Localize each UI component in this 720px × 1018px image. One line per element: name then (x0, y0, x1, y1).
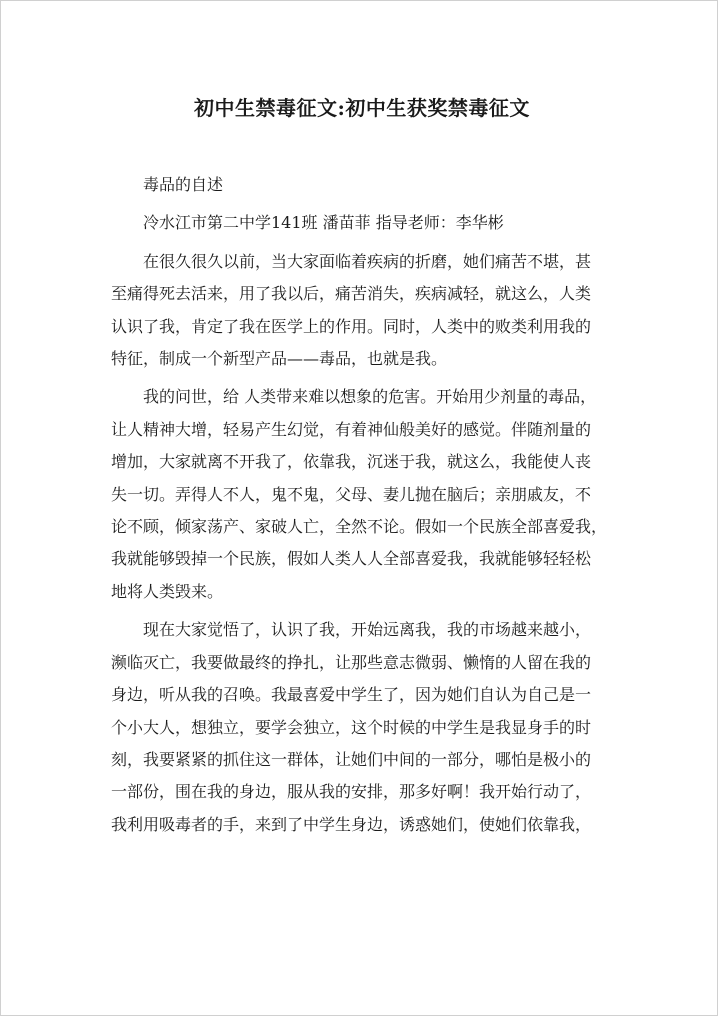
document-title: 初中生禁毒征文:初中生获奖禁毒征文 (194, 96, 530, 120)
text-line: 在很久很久以前，当大家面临着疾病的折磨，她们痛苦不堪，甚 (143, 251, 592, 271)
text-line: 濒临灭亡，我要做最终的挣扎，让那些意志微弱、懒惰的人留在我的 (111, 652, 592, 672)
paragraph-1 (111, 246, 613, 376)
text-line: 冷水江市第二中学141班 潘苗菲 指导老师：李华彬 (143, 213, 504, 233)
paragraph-2 (111, 381, 613, 608)
text-line: 让人精神大增，轻易产生幻觉，有着神仙般美好的感觉。伴随剂量的 (111, 419, 592, 439)
text-line: 现在大家觉悟了，认识了我，开始远离我，我的市场越来越小， (143, 620, 592, 640)
text-line: 毒品的自述 (143, 175, 224, 194)
text-line: 我的问世，给 人类带来难以想象的危害。开始用少剂量的毒品， (143, 387, 597, 407)
text-line: 认识了我，肯定了我在医学上的作用。同时，人类中的败类利用我的 (111, 316, 592, 336)
text-line: 我就能够毁掉一个民族，假如人类人人全部喜爱我，我就能够轻轻松 (111, 549, 592, 569)
paragraph-3 (111, 614, 613, 841)
text-line: 我利用吸毒者的手，来到了中学生身边，诱惑她们，使她们依靠我， (111, 814, 592, 834)
text-line: 论不顾，倾家荡产、家破人亡，全然不论。假如一个民族全部喜爱我， (111, 517, 608, 537)
essay-subtitle (111, 169, 613, 201)
text-line: 增加，大家就离不开我了，依靠我，沉迷于我，就这么，我能使人丧 (111, 452, 592, 472)
text-line: 身边，听从我的召唤。我最喜爱中学生了，因为她们自认为自己是一 (111, 685, 592, 705)
text-line: 个小大人，想独立，要学会独立，这个时候的中学生是我显身手的时 (111, 717, 592, 737)
text-line: 地将人类毁来。 (111, 581, 224, 601)
document-body (111, 169, 613, 841)
text-line: 失一切。弄得人不人，鬼不鬼，父母、妻儿抛在脑后；亲朋戚友，不 (111, 484, 592, 504)
text-line: 一部份，围在我的身边，服从我的安排，那多好啊！我开始行动了， (111, 782, 592, 802)
text-line: 特征，制成一个新型产品——毒品，也就是我。 (111, 349, 448, 369)
text-line: 刻，我要紧紧的抓住这一群体，让她们中间的一部分，哪怕是极小的 (111, 749, 592, 769)
text-line: 至痛得死去活来，用了我以后，痛苦消失，疾病减轻，就这么，人类 (111, 284, 592, 304)
author-line (111, 207, 613, 239)
